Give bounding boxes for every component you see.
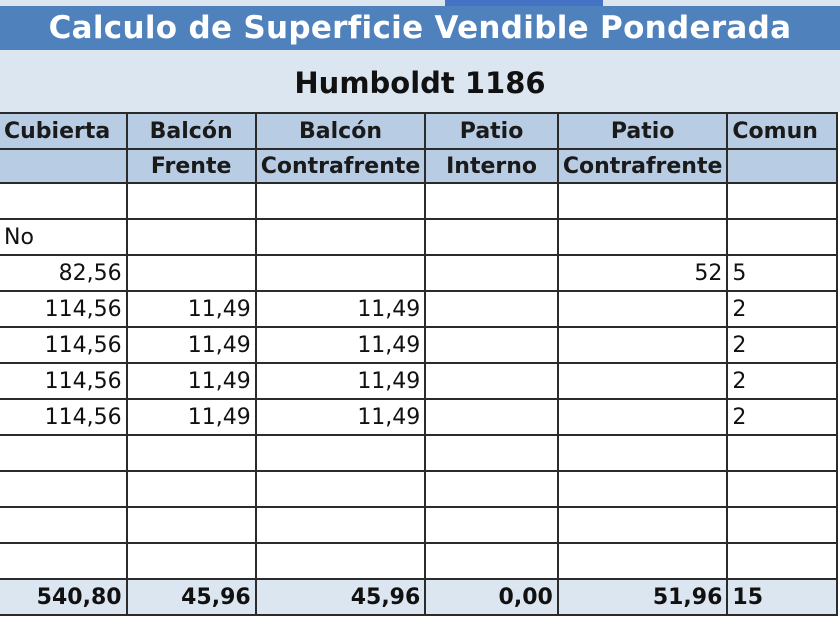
table-cell[interactable] (425, 183, 558, 219)
table-cell[interactable]: 2 (727, 291, 837, 327)
total-cell[interactable]: 0,00 (425, 579, 558, 615)
data-table (0, 112, 838, 616)
table-cell[interactable] (0, 183, 127, 219)
table-cell[interactable]: 114,56 (0, 363, 127, 399)
table-cell[interactable] (256, 471, 426, 507)
table-row (0, 291, 837, 327)
table-row (0, 435, 837, 471)
total-cell[interactable]: 45,96 (256, 579, 426, 615)
table-cell[interactable] (727, 543, 837, 579)
table-row (0, 219, 837, 255)
table-cell[interactable] (127, 507, 256, 543)
table-cell[interactable] (727, 507, 837, 543)
table-cell[interactable]: 11,49 (127, 291, 256, 327)
header-cell[interactable]: Contrafrente (558, 149, 728, 183)
table-cell[interactable] (727, 183, 837, 219)
table-cell[interactable] (127, 435, 256, 471)
header-cell[interactable]: Cubierta (0, 113, 127, 149)
table-cell[interactable] (558, 435, 728, 471)
table-cell[interactable]: No (0, 219, 127, 255)
table-cell[interactable]: 11,49 (127, 363, 256, 399)
table-cell[interactable] (558, 327, 728, 363)
table-row (0, 255, 837, 291)
header-cell[interactable]: Balcón (256, 113, 426, 149)
table-cell[interactable] (0, 507, 127, 543)
table-row (0, 183, 837, 219)
table-cell[interactable] (256, 435, 426, 471)
table-row (0, 363, 837, 399)
table-cell[interactable] (425, 471, 558, 507)
table-cell[interactable] (127, 219, 256, 255)
table-cell[interactable] (425, 219, 558, 255)
table-cell[interactable]: 11,49 (127, 399, 256, 435)
table-cell[interactable]: 5 (727, 255, 837, 291)
sheet-title[interactable]: Calculo de Superficie Vendible Ponderada (0, 6, 840, 50)
header-row-2 (0, 149, 837, 183)
table-cell[interactable] (727, 435, 837, 471)
table-row (0, 471, 837, 507)
header-cell[interactable]: Balcón (127, 113, 256, 149)
table-cell[interactable] (425, 363, 558, 399)
table-row (0, 507, 837, 543)
table-cell[interactable]: 11,49 (256, 327, 426, 363)
table-cell[interactable] (425, 507, 558, 543)
table-cell[interactable] (256, 507, 426, 543)
table-cell[interactable] (127, 255, 256, 291)
table-cell[interactable] (127, 471, 256, 507)
table-cell[interactable]: 11,49 (256, 291, 426, 327)
table-row (0, 543, 837, 579)
sheet-subtitle[interactable]: Humboldt 1186 (0, 50, 840, 112)
header-cell[interactable]: Patio (425, 113, 558, 149)
table-cell[interactable] (127, 183, 256, 219)
total-cell[interactable]: 15 (727, 579, 837, 615)
header-cell[interactable]: Patio (558, 113, 728, 149)
table-cell[interactable]: 11,49 (256, 399, 426, 435)
table-cell[interactable] (425, 543, 558, 579)
header-cell[interactable]: Frente (127, 149, 256, 183)
table-cell[interactable]: 11,49 (127, 327, 256, 363)
table-row (0, 399, 837, 435)
header-cell[interactable]: Comun (727, 113, 837, 149)
table-cell[interactable] (256, 543, 426, 579)
table-cell[interactable]: 2 (727, 327, 837, 363)
table-cell[interactable]: 114,56 (0, 399, 127, 435)
header-row-1 (0, 113, 837, 149)
table-cell[interactable] (558, 507, 728, 543)
table-cell[interactable] (256, 219, 426, 255)
table-cell[interactable] (727, 471, 837, 507)
table-cell[interactable] (558, 291, 728, 327)
table-cell[interactable]: 114,56 (0, 291, 127, 327)
table-cell[interactable] (558, 399, 728, 435)
table-cell[interactable]: 114,56 (0, 327, 127, 363)
total-cell[interactable]: 540,80 (0, 579, 127, 615)
header-cell[interactable]: Contrafrente (256, 149, 426, 183)
table-cell[interactable] (558, 363, 728, 399)
table-cell[interactable]: 82,56 (0, 255, 127, 291)
table-cell[interactable] (558, 471, 728, 507)
table-cell[interactable]: 2 (727, 399, 837, 435)
header-cell[interactable] (0, 149, 127, 183)
table-row (0, 327, 837, 363)
table-cell[interactable] (0, 543, 127, 579)
table-cell[interactable] (256, 255, 426, 291)
total-cell[interactable]: 51,96 (558, 579, 728, 615)
table-cell[interactable] (425, 435, 558, 471)
table-cell[interactable] (0, 435, 127, 471)
table-cell[interactable] (558, 543, 728, 579)
table-cell[interactable] (425, 399, 558, 435)
table-cell[interactable] (558, 219, 728, 255)
total-cell[interactable]: 45,96 (127, 579, 256, 615)
table-cell[interactable] (425, 327, 558, 363)
table-cell[interactable] (256, 183, 426, 219)
header-cell[interactable] (727, 149, 837, 183)
totals-row (0, 579, 837, 615)
header-cell[interactable]: Interno (425, 149, 558, 183)
table-cell[interactable]: 11,49 (256, 363, 426, 399)
table-cell[interactable]: 52 (558, 255, 728, 291)
table-cell[interactable] (558, 183, 728, 219)
table-cell[interactable]: 2 (727, 363, 837, 399)
table-cell[interactable] (727, 219, 837, 255)
table-cell[interactable] (425, 291, 558, 327)
table-cell[interactable] (127, 543, 256, 579)
table-cell[interactable] (0, 471, 127, 507)
table-cell[interactable] (425, 255, 558, 291)
